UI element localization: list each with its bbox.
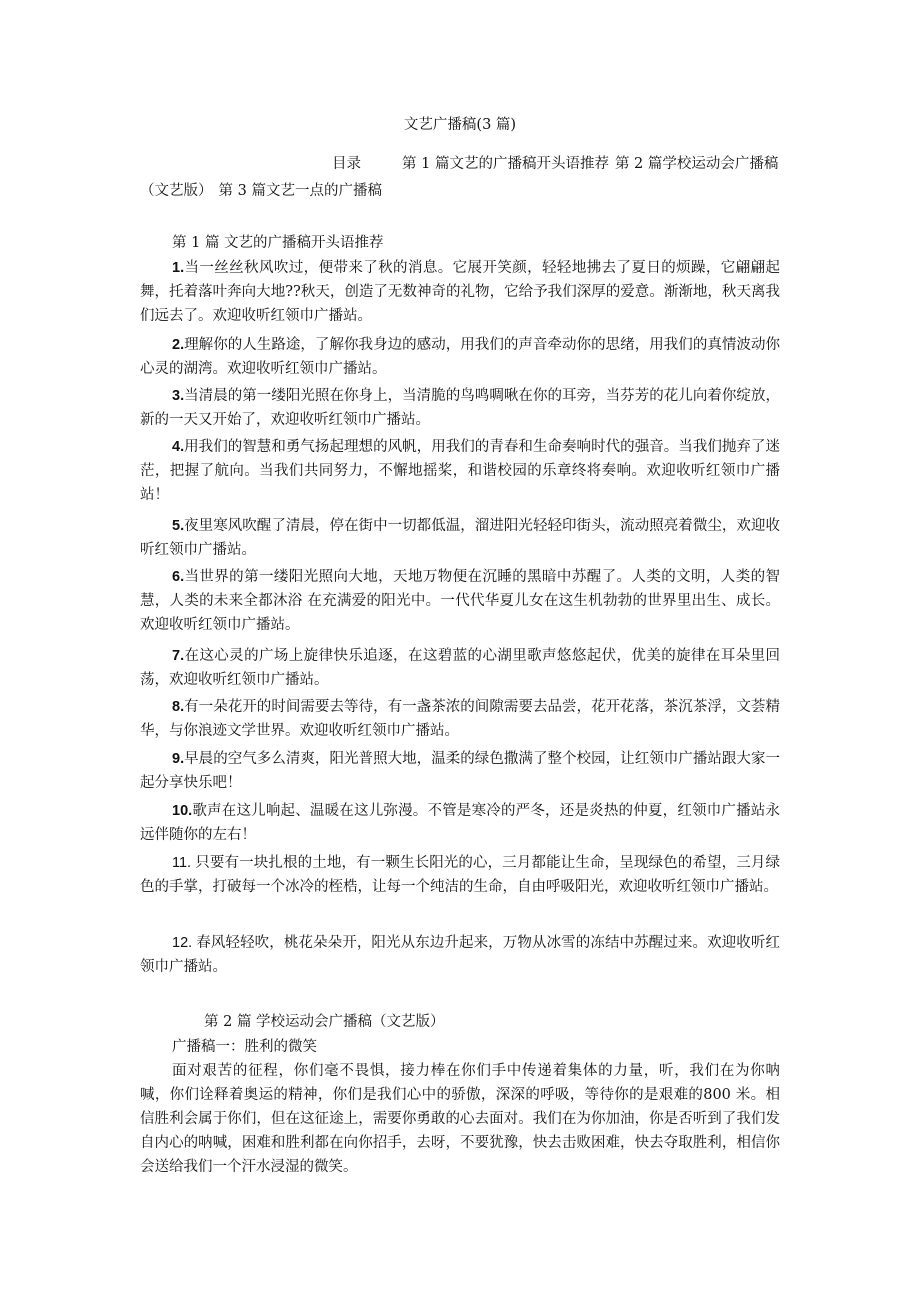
- paragraph-text: 早晨的空气多么清爽，阳光普照大地，温柔的绿色撒满了整个校园，让红领巾广播站跟大家一起分享快乐吧！: [140, 751, 780, 791]
- paragraph-text: 有一朵花开的时间需要去等待，有一盏茶浓的间隙需要去品尝，花开花落，茶沉茶浮，文荟精华，与你浪迹文学世界。欢迎收听红领巾广播站。: [140, 699, 780, 739]
- toc-item-1[interactable]: 第 1 篇文艺的广播稿开头语推荐: [402, 156, 609, 172]
- toc-item-2[interactable]: 第 2 篇学校运动会广播稿（文艺版）: [140, 156, 779, 199]
- paragraph-number: 4.: [172, 439, 185, 455]
- paragraph-number: 9.: [172, 751, 185, 767]
- paragraph-number: 5.: [172, 518, 185, 534]
- paragraph-number: 11.: [172, 855, 196, 871]
- paragraph-12: [140, 931, 780, 979]
- paragraph-5: [140, 514, 780, 562]
- paragraph-10: [140, 799, 780, 847]
- document-title: 文艺广播稿(3 篇): [403, 117, 517, 133]
- table-of-contents: [140, 151, 780, 205]
- section-2-heading: 第 2 篇 学校运动会广播稿（文艺版）: [204, 1014, 445, 1030]
- toc-item-3[interactable]: 第 3 篇文艺一点的广播稿: [218, 183, 382, 199]
- section-2-subheading: 广播稿一：胜利的微笑: [172, 1039, 317, 1055]
- paragraph-text: 只要有一块扎根的土地，有一颗生长阳光的心，三月都能让生命，呈现绿色的希望，三月绿色的手掌，打破每一个冰冷的桎梏，让每一个纯洁的生命，自由呼吸阳光，欢迎收听红领巾广播站。: [140, 855, 780, 895]
- paragraph-9: [140, 747, 780, 795]
- paragraph-number: 7.: [172, 648, 185, 664]
- paragraph-6: [140, 565, 780, 637]
- section-1-heading: 第 1 篇 文艺的广播稿开头语推荐: [172, 235, 384, 251]
- paragraph-number: 2.: [172, 337, 185, 353]
- section-2-paragraph: 面对艰苦的征程，你们毫不畏惧，接力棒在你们手中传递着集体的力量，听，我们在为你呐喊，你们诠释着奥运的精神，你们是我们心中的骄傲，深深的呼吸，等待你的是艰难的800 米。相信胜利会属于你们，但在这征途上，需要你勇敢的心去面对。我们在为你加油，你是否听到了我们发自内心的呐喊，困难和胜利都在向你招手，去呀，不要犹豫，快去击败困难，快去夺取胜利，相信你会送给我们一个汗水浸湿的微笑。: [140, 1063, 780, 1175]
- paragraph-number: 10.: [172, 803, 193, 819]
- paragraph-11: [140, 851, 780, 899]
- paragraph-8: [140, 695, 780, 743]
- paragraph-text: 歌声在这儿响起、温暖在这儿弥漫。不管是寒冷的严冬，还是炎热的仲夏，红领巾广播站永远伴随你的左右！: [140, 803, 780, 843]
- paragraph-text: 理解你的人生路途，了解你我身边的感动，用我们的声音牵动你的思绪，用我们的真情波动你心灵的湖湾。欢迎收听红领巾广播站。: [140, 337, 780, 377]
- paragraph-number: 6.: [172, 569, 185, 585]
- paragraph-7: [140, 644, 780, 692]
- paragraph-number: 1.: [172, 260, 185, 276]
- toc-label: 目录: [332, 156, 361, 172]
- paragraph-text: 夜里寒风吹醒了清晨，停在街中一切都低温，溜进阳光轻轻印街头，流动照亮着微尘，欢迎收听红领巾广播站。: [140, 518, 780, 558]
- paragraph-number: 12.: [172, 935, 197, 951]
- paragraph-2: [140, 333, 780, 381]
- paragraph-text: 当一丝丝秋风吹过，便带来了秋的消息。它展开笑颜，轻轻地拂去了夏日的烦躁，它翩翩起舞，托着落叶奔向大地??秋天，创造了无数神奇的礼物，它给予我们深厚的爱意。渐渐地，秋天离我们远去了。欢迎收听红领巾广播站。: [140, 260, 780, 324]
- paragraph-text: 当世界的第一缕阳光照向大地，天地万物便在沉睡的黑暗中苏醒了。人类的文明，人类的智慧，人类的未来全都沐浴 在充满爱的阳光中。一代代华夏儿女在这生机勃勃的世界里出生、成长。欢迎收听红领巾广播站。: [140, 569, 780, 633]
- paragraph-3: [140, 384, 780, 432]
- paragraph-text: 当清晨的第一缕阳光照在你身上，当清脆的鸟鸣啁啾在你的耳旁，当芬芳的花儿向着你绽放，新的一天又开始了，欢迎收听红领巾广播站。: [140, 388, 780, 428]
- paragraph-number: 3.: [172, 388, 185, 404]
- paragraph-1: [140, 256, 780, 328]
- paragraph-text: 春风轻轻吹，桃花朵朵开，阳光从东边升起来，万物从冰雪的冻结中苏醒过来。欢迎收听红领巾广播站。: [140, 935, 780, 975]
- paragraph-4: [140, 435, 780, 507]
- paragraph-text: 在这心灵的广场上旋律快乐追逐，在这碧蓝的心湖里歌声悠悠起伏，优美的旋律在耳朵里回荡，欢迎收听红领巾广播站。: [140, 648, 780, 688]
- paragraph-number: 8.: [172, 699, 185, 715]
- paragraph-text: 用我们的智慧和勇气扬起理想的风帆，用我们的青春和生命奏响时代的强音。当我们抛弃了迷茫，把握了航向。当我们共同努力，不懈地摇桨，和谐校园的乐章终将奏响。欢迎收听红领巾广播站！: [140, 439, 780, 503]
